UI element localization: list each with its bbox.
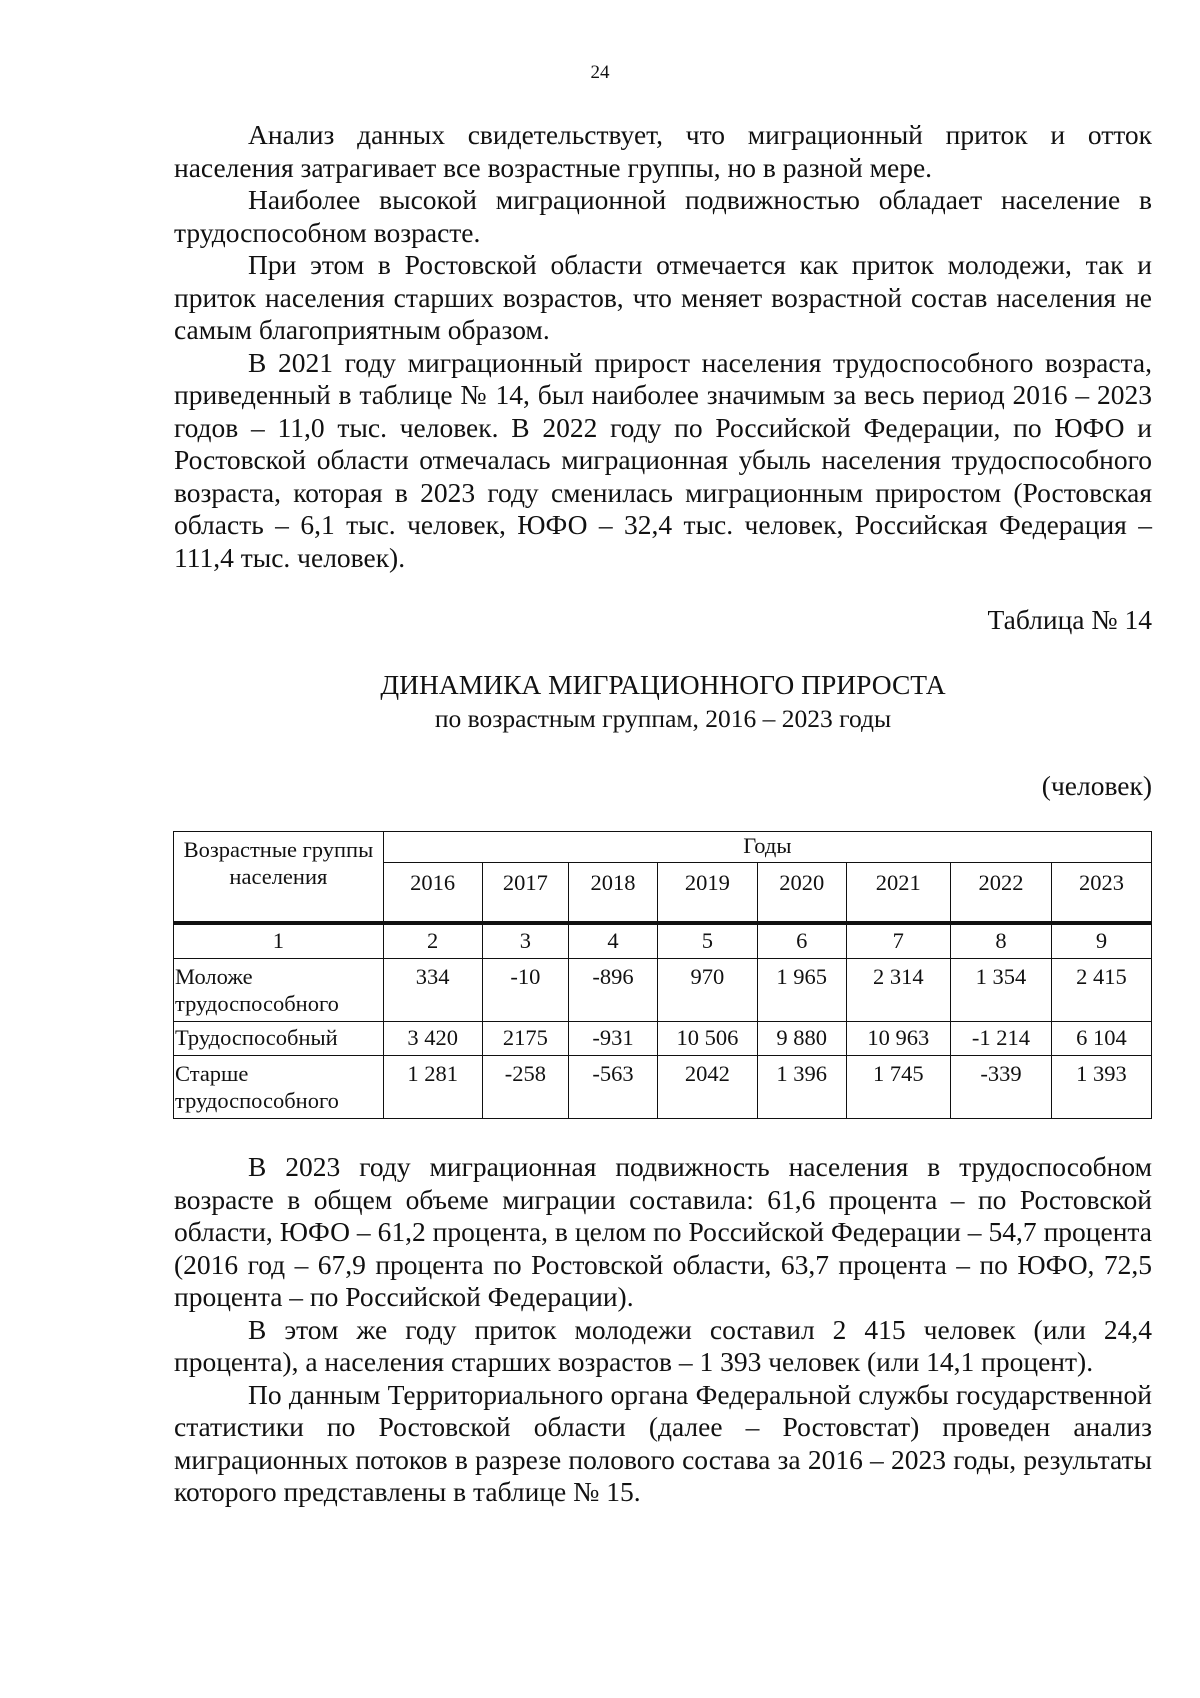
value-cell: -10	[482, 959, 569, 1022]
row-label: Моложе трудоспособного	[174, 959, 384, 1022]
paragraph: В 2021 году миграционный прирост населения трудоспособного возраста, приведенный в таблице № 14, был наиболее значимым за весь период 2016 – 2023 годов – 11,0 тыс. человек. В 2022 году по Российской Федерации, по ЮФО и Ростовской области отмечалась миграционная убыль населения трудоспособного возраста, которая в 2023 году сменилась миграционным приростом (Ростовская область – 6,1 тыс. человек, ЮФО – 32,4 тыс. человек, Российская Федерация – 111,4 тыс. человек).	[174, 346, 1152, 573]
column-number: 3	[482, 923, 569, 959]
column-number: 2	[383, 923, 482, 959]
value-cell: 1 965	[757, 959, 846, 1022]
value-cell: 10 506	[657, 1022, 757, 1056]
value-cell: -1 214	[950, 1022, 1051, 1056]
table-title: ДИНАМИКА МИГРАЦИОННОГО ПРИРОСТА	[380, 669, 946, 700]
value-cell: 3 420	[383, 1022, 482, 1056]
value-cell: -896	[569, 959, 658, 1022]
value-cell: 6 104	[1051, 1022, 1151, 1056]
value-cell: 334	[383, 959, 482, 1022]
table-row	[174, 1056, 1152, 1119]
column-number: 4	[569, 923, 658, 959]
header-row	[174, 832, 1152, 863]
row-label: Старше трудоспособного	[174, 1056, 384, 1119]
column-number: 9	[1051, 923, 1151, 959]
value-cell: 9 880	[757, 1022, 846, 1056]
paragraph: Наиболее высокой миграционной подвижностью обладает население в трудоспособном возрасте.	[174, 184, 1152, 248]
paragraph: При этом в Ростовской области отмечается как приток молодежи, так и приток населения старших возрастов, что меняет возрастной состав населения не самым благоприятным образом.	[174, 249, 1152, 345]
value-cell: 1 745	[846, 1056, 950, 1119]
year-cell: 2017	[482, 863, 569, 924]
year-cell: 2019	[657, 863, 757, 924]
table-row	[174, 1022, 1152, 1056]
value-cell: 1 396	[757, 1056, 846, 1119]
value-cell: -563	[569, 1056, 658, 1119]
value-cell: 2 415	[1051, 959, 1151, 1022]
value-cell: -339	[950, 1056, 1051, 1119]
value-cell: -931	[569, 1022, 658, 1056]
column-number-row	[174, 923, 1152, 959]
corner-header: Возрастные группы населения	[174, 832, 384, 924]
paragraph: По данным Территориального органа Федеральной службы государственной статистики по Ростовской области (далее – Ростовстат) проведен анализ миграционных потоков в разрезе полового состава за 2016 – 2023 годы, результаты которого представлены в таблице № 15.	[174, 1378, 1152, 1507]
value-cell: 2042	[657, 1056, 757, 1119]
column-number: 8	[950, 923, 1051, 959]
table-row	[174, 959, 1152, 1022]
column-number: 1	[174, 923, 384, 959]
years-header: Годы	[383, 832, 1151, 863]
value-cell: -258	[482, 1056, 569, 1119]
column-number: 6	[757, 923, 846, 959]
year-cell: 2022	[950, 863, 1051, 924]
intro-text	[174, 119, 1152, 574]
column-number: 7	[846, 923, 950, 959]
value-cell: 2175	[482, 1022, 569, 1056]
paragraph: Анализ данных свидетельствует, что миграционный приток и отток населения затрагивает все возрастные группы, но в разной мере.	[174, 119, 1152, 183]
year-cell: 2023	[1051, 863, 1151, 924]
year-cell: 2016	[383, 863, 482, 924]
table-number-label: Таблица № 14	[987, 604, 1152, 635]
value-cell: 1 354	[950, 959, 1051, 1022]
value-cell: 970	[657, 959, 757, 1022]
value-cell: 1 393	[1051, 1056, 1151, 1119]
table-unit: (человек)	[1041, 770, 1152, 801]
table-subtitle: по возрастным группам, 2016 – 2023 годы	[434, 704, 892, 733]
year-cell: 2021	[846, 863, 950, 924]
row-label: Трудоспособный	[174, 1022, 384, 1056]
outro-text	[174, 1151, 1152, 1509]
value-cell: 10 963	[846, 1022, 950, 1056]
migration-table	[173, 831, 1152, 1119]
column-number: 5	[657, 923, 757, 959]
year-cell: 2018	[569, 863, 658, 924]
value-cell: 1 281	[383, 1056, 482, 1119]
paragraph: В 2023 году миграционная подвижность населения в трудоспособном возрасте в общем объеме миграции составила: 61,6 процента – по Ростовской области, ЮФО – 61,2 процента, в целом по Российской Федерации – 54,7 процента (2016 год – 67,9 процента по Ростовской области, 63,7 процента – по ЮФО, 72,5 процента – по Российской Федерации).	[174, 1151, 1152, 1312]
year-cell: 2020	[757, 863, 846, 924]
value-cell: 2 314	[846, 959, 950, 1022]
paragraph: В этом же году приток молодежи составил 2 415 человек (или 24,4 процента), а населения старших возрастов – 1 393 человек (или 14,1 процент).	[174, 1313, 1152, 1377]
page-number: 24	[590, 62, 610, 83]
